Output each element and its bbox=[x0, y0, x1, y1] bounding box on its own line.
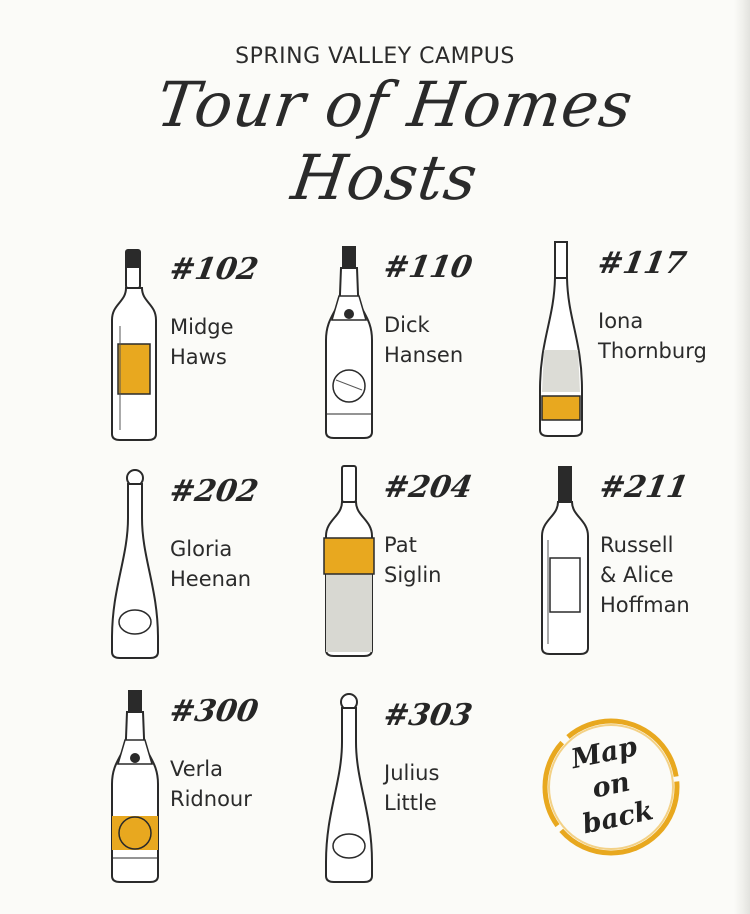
host-number: #202 bbox=[166, 474, 261, 509]
paper-edge bbox=[734, 0, 750, 914]
host-name: Midge Haws bbox=[170, 315, 234, 369]
host-name: Pat Siglin bbox=[384, 533, 442, 587]
riesling-bottle-icon bbox=[536, 240, 586, 440]
sparkling-bottle-icon bbox=[322, 692, 376, 892]
host-name: Iona Thornburg bbox=[598, 309, 707, 363]
host-number: #117 bbox=[594, 246, 689, 281]
wine-bottle-icon bbox=[322, 464, 376, 664]
host-number: #211 bbox=[596, 470, 691, 505]
host-name: Russell & Alice Hoffman bbox=[600, 533, 690, 617]
sparkling-bottle-icon bbox=[108, 468, 162, 668]
champagne-bottle-icon bbox=[108, 688, 162, 888]
stamp-text: Map on back bbox=[568, 731, 657, 841]
host-number: #300 bbox=[166, 694, 261, 729]
host-card-202 bbox=[108, 468, 328, 678]
host-card-102 bbox=[108, 246, 328, 456]
host-card-300 bbox=[108, 688, 328, 898]
champagne-bottle-icon bbox=[322, 244, 376, 444]
wine-bottle-icon bbox=[538, 464, 592, 664]
host-name: Verla Ridnour bbox=[170, 757, 252, 811]
host-card-204 bbox=[322, 464, 542, 674]
host-card-117 bbox=[536, 240, 750, 450]
host-name: Gloria Heenan bbox=[170, 537, 252, 591]
map-on-back-stamp bbox=[536, 712, 686, 862]
host-number: #110 bbox=[380, 250, 475, 285]
host-number: #102 bbox=[166, 252, 261, 287]
host-number: #204 bbox=[380, 470, 475, 505]
wine-bottle-icon bbox=[108, 246, 160, 446]
host-name: Julius Little bbox=[384, 761, 440, 815]
host-card-110 bbox=[322, 244, 542, 454]
host-name: Dick Hansen bbox=[384, 313, 464, 367]
campus-heading: SPRING VALLEY CAMPUS bbox=[235, 44, 515, 69]
host-number: #303 bbox=[380, 698, 475, 733]
page-title: Tour of Homes Hosts bbox=[152, 68, 638, 214]
host-card-303 bbox=[322, 692, 542, 902]
host-card-211 bbox=[538, 464, 750, 674]
